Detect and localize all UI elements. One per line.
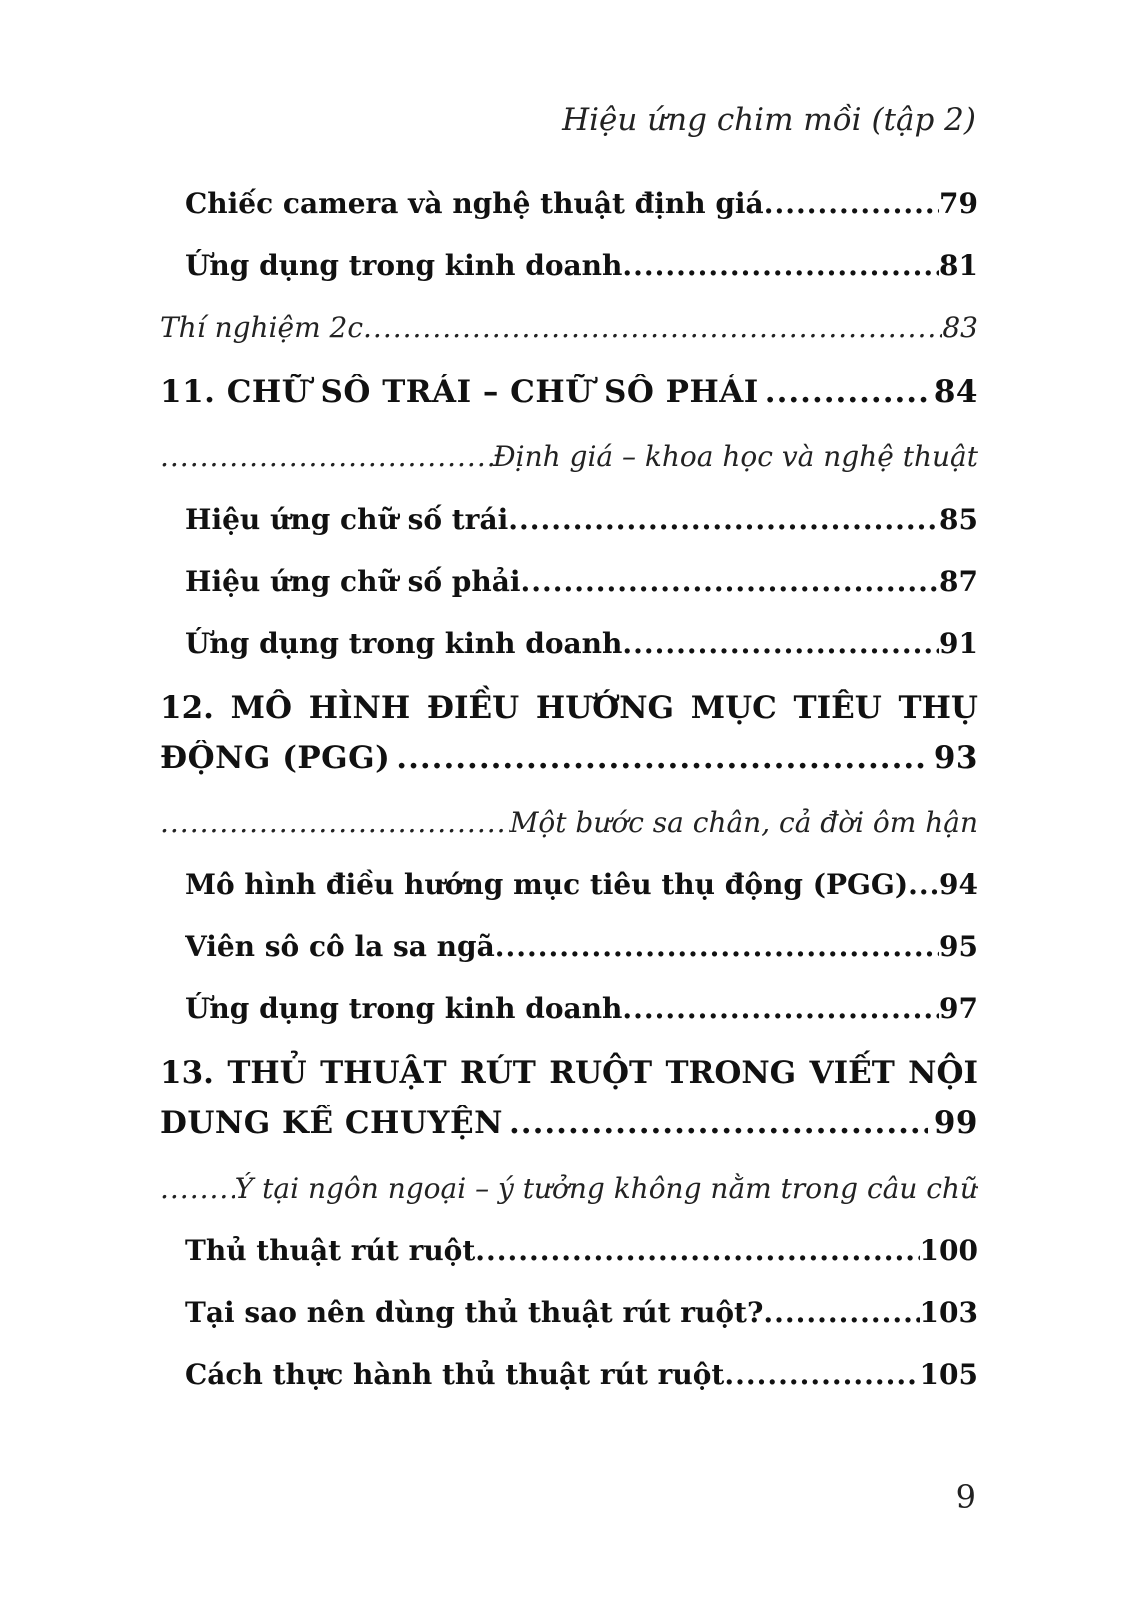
chapter-word: RUỘT [549, 1055, 653, 1091]
toc-entry-page: 103 [919, 1296, 978, 1329]
chapter-word: HÌNH [308, 690, 411, 726]
toc-entry-page: 85 [939, 503, 978, 536]
dot-leader [520, 565, 939, 598]
toc-entry-title: Cách thực hành thủ thuật rút ruột [185, 1358, 725, 1391]
dot-leader [160, 440, 493, 473]
toc-entry-page: 100 [919, 1234, 978, 1267]
toc-entry [185, 1234, 978, 1267]
dot-leader [508, 503, 939, 536]
chapter-word: 13. [160, 1055, 214, 1091]
dot-leader [160, 806, 510, 839]
dot-leader [622, 249, 939, 282]
toc-chapter-page: 99 [933, 1105, 978, 1141]
chapter-tagline-text: Định giá – khoa học và nghệ thuật [493, 440, 978, 473]
toc-chapter-12-line1 [160, 690, 978, 726]
dot-leader [724, 1358, 919, 1391]
dot-leader [475, 1234, 919, 1267]
dot-leader [765, 374, 928, 410]
chapter-word: MÔ [230, 690, 292, 726]
toc-entry-title: Thủ thuật rút ruột [185, 1234, 476, 1267]
toc-entry-title: Tại sao nên dùng thủ thuật rút ruột? [185, 1296, 764, 1329]
toc-entry-page: 91 [939, 627, 978, 660]
toc-entry-title: Hiệu ứng chữ số trái [185, 503, 509, 536]
toc-entry [185, 868, 978, 901]
toc-chapter-12-line2 [160, 740, 978, 776]
chapter-word: THỤ [898, 690, 978, 726]
chapter-word: NỘI [908, 1055, 978, 1091]
toc-entry [185, 503, 978, 536]
running-header: Hiệu ứng chim mồi (tập 2) [562, 102, 976, 138]
chapter-word: THUẬT [320, 1055, 447, 1091]
toc-entry [185, 1296, 978, 1329]
toc-chapter-page: 93 [933, 740, 978, 776]
toc-entry-title: Chiếc camera và nghệ thuật định giá [185, 187, 764, 220]
toc-entry-page: 83 [942, 311, 978, 344]
toc-chapter-13-line2 [160, 1105, 978, 1141]
toc-entry-page: 97 [939, 992, 978, 1025]
toc-entry [185, 249, 978, 282]
toc-entry-title: Thí nghiệm 2c [160, 311, 364, 344]
chapter-word: TRONG [665, 1055, 797, 1091]
dot-leader [908, 868, 939, 901]
dot-leader [495, 930, 939, 963]
toc-entry-title: Ứng dụng trong kinh doanh [185, 627, 623, 660]
chapter-word: THỦ [227, 1055, 307, 1091]
dot-leader [363, 311, 942, 344]
toc-entry [185, 187, 978, 220]
dot-leader [764, 187, 939, 220]
chapter-word: ĐIỀU [426, 690, 520, 726]
dot-leader [763, 1296, 919, 1329]
toc-entry-title: Ứng dụng trong kinh doanh [185, 249, 623, 282]
chapter-word: VIẾT [809, 1055, 895, 1091]
dot-leader [160, 1172, 235, 1205]
dot-leader [622, 992, 939, 1025]
toc-entry [185, 930, 978, 963]
chapter-word: HƯỚNG [535, 690, 675, 726]
chapter-tagline-text: Ý tại ngôn ngoại – ý tưởng không nằm trong câu chữ [234, 1172, 978, 1205]
toc-entry-title: Ứng dụng trong kinh doanh [185, 992, 623, 1025]
toc-chapter-11 [160, 374, 978, 410]
chapter-tagline-text: Một bước sa chân, cả đời ôm hận [509, 806, 978, 839]
dot-leader [622, 627, 939, 660]
toc-entry-page: 81 [939, 249, 978, 282]
toc-entry-title: Mô hình điều hướng mục tiêu thụ động (PGG) [185, 868, 909, 901]
chapter-word: 12. [160, 690, 214, 726]
chapter-word: TIÊU [793, 690, 882, 726]
chapter-word: RÚT [459, 1055, 536, 1091]
toc-chapter-13-line1 [160, 1055, 978, 1091]
dot-leader [509, 1105, 928, 1141]
toc-entry-experiment [160, 311, 978, 344]
toc-entry-page: 79 [939, 187, 978, 220]
toc-entry [185, 627, 978, 660]
toc-chapter-title: ĐỘNG (PGG) [160, 740, 391, 776]
toc-entry [185, 1358, 978, 1391]
toc-entry [185, 565, 978, 598]
dot-leader [396, 740, 928, 776]
chapter-word: MỤC [690, 690, 777, 726]
toc-entry-page: 105 [919, 1358, 978, 1391]
toc-chapter-title: DUNG KỂ CHUYỆN [160, 1105, 503, 1141]
toc-chapter-page: 84 [933, 374, 978, 410]
toc-entry-title: Hiệu ứng chữ số phải [185, 565, 521, 598]
toc-chapter-title: 11. CHỮ SỐ TRÁI – CHỮ SỐ PHẢI [160, 374, 759, 410]
chapter-tagline [160, 1172, 978, 1205]
page-number: 9 [955, 1478, 976, 1516]
toc-entry-page: 87 [939, 565, 978, 598]
toc-entry-title: Viên sô cô la sa ngã [185, 930, 495, 963]
toc-entry-page: 94 [939, 868, 978, 901]
chapter-tagline [160, 806, 978, 839]
chapter-tagline [160, 440, 978, 473]
toc-entry-page: 95 [939, 930, 978, 963]
toc-entry [185, 992, 978, 1025]
